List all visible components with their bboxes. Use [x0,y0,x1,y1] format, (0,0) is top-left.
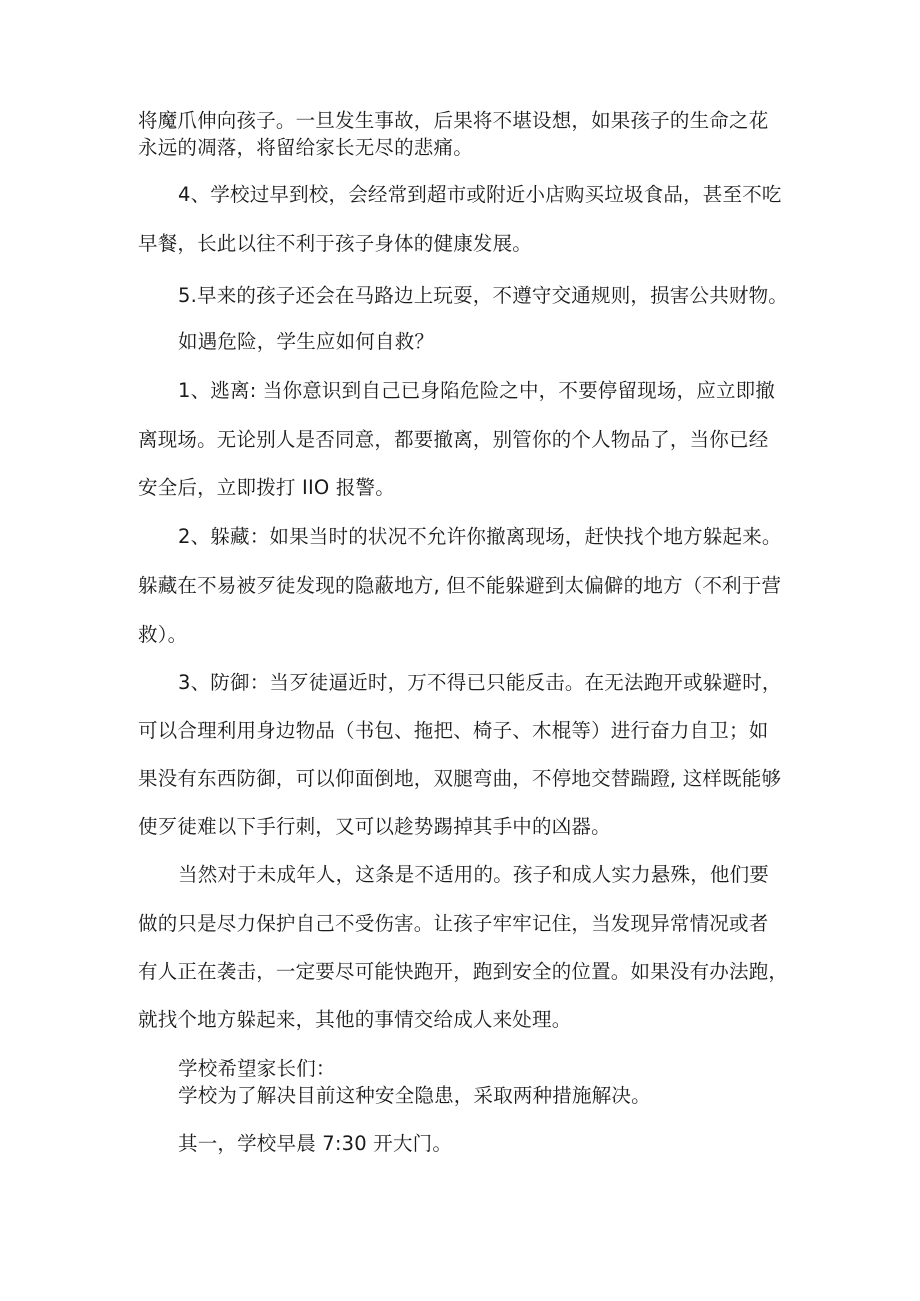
text-line: 可以合理利用身边物品（书包、拖把、椅子、木棍等）进行奋力自卫；如 [138,719,769,742]
text-line: 就找个地方躲起来，其他的事情交给成人来处理。 [138,1008,572,1031]
text-line: 安全后，立即拨打 IIO 报警。 [138,476,395,499]
text-line: 将魔爪伸向孩子。一旦发生事故，后果将不堪设想，如果孩子的生命之花 [138,109,769,132]
text-line: 2、躲藏：如果当时的状况不允许你撤离现场，赶快找个地方躲起来。 [178,525,782,548]
text-line: 学校希望家长们： [178,1057,336,1080]
text-line: 使歹徒难以下手行刺，又可以趁势踢掉其手中的凶器。 [138,815,611,838]
text-line: 永远的凋落，将留给家长无尽的悲痛。 [138,136,473,159]
text-line: 4、学校过早到校，会经常到超市或附近小店购买垃圾食品，甚至不吃 [178,183,782,206]
text-line: 躲藏在不易被歹徒发现的隐蔽地方, 但不能躲避到太偏僻的地方（不利于营 [138,574,782,597]
text-line: 离现场。无论别人是否同意，都要撤离，别管你的个人物品了，当你已经 [138,428,769,451]
text-line: 1、逃离: 当你意识到自己已身陷危险之中，不要停留现场，应立即撤 [178,379,776,402]
text-line: 有人正在袭击，一定要尽可能快跑开，跑到安全的位置。如果没有办法跑， [138,960,789,983]
text-line: 5.早来的孩子还会在马路边上玩耍，不遵守交通规则，损害公共财物。 [178,284,789,307]
text-line: 3、防御：当歹徒逼近时，万不得已只能反击。在无法跑开或躲避时， [178,671,782,694]
text-line: 当然对于未成年人，这条是不适用的。孩子和成人实力悬殊，他们要 [178,863,770,886]
text-line: 果没有东西防御，可以仰面倒地，双腿弯曲，不停地交替踹蹬, 这样既能够 [138,767,782,790]
text-line: 早餐，长此以往不利于孩子身体的健康发展。 [138,232,533,255]
text-line: 做的只是尽力保护自己不受伤害。让孩子牢牢记住，当发现异常情况或者 [138,912,769,935]
text-line: 其一，学校早晨 7:30 开大门。 [178,1132,453,1155]
section-heading: 如遇危险，学生应如何自救？ [178,330,435,353]
text-line: 救）。 [138,623,188,646]
text-line: 学校为了解决目前这种安全隐患，采取两种措施解决。 [178,1084,651,1107]
